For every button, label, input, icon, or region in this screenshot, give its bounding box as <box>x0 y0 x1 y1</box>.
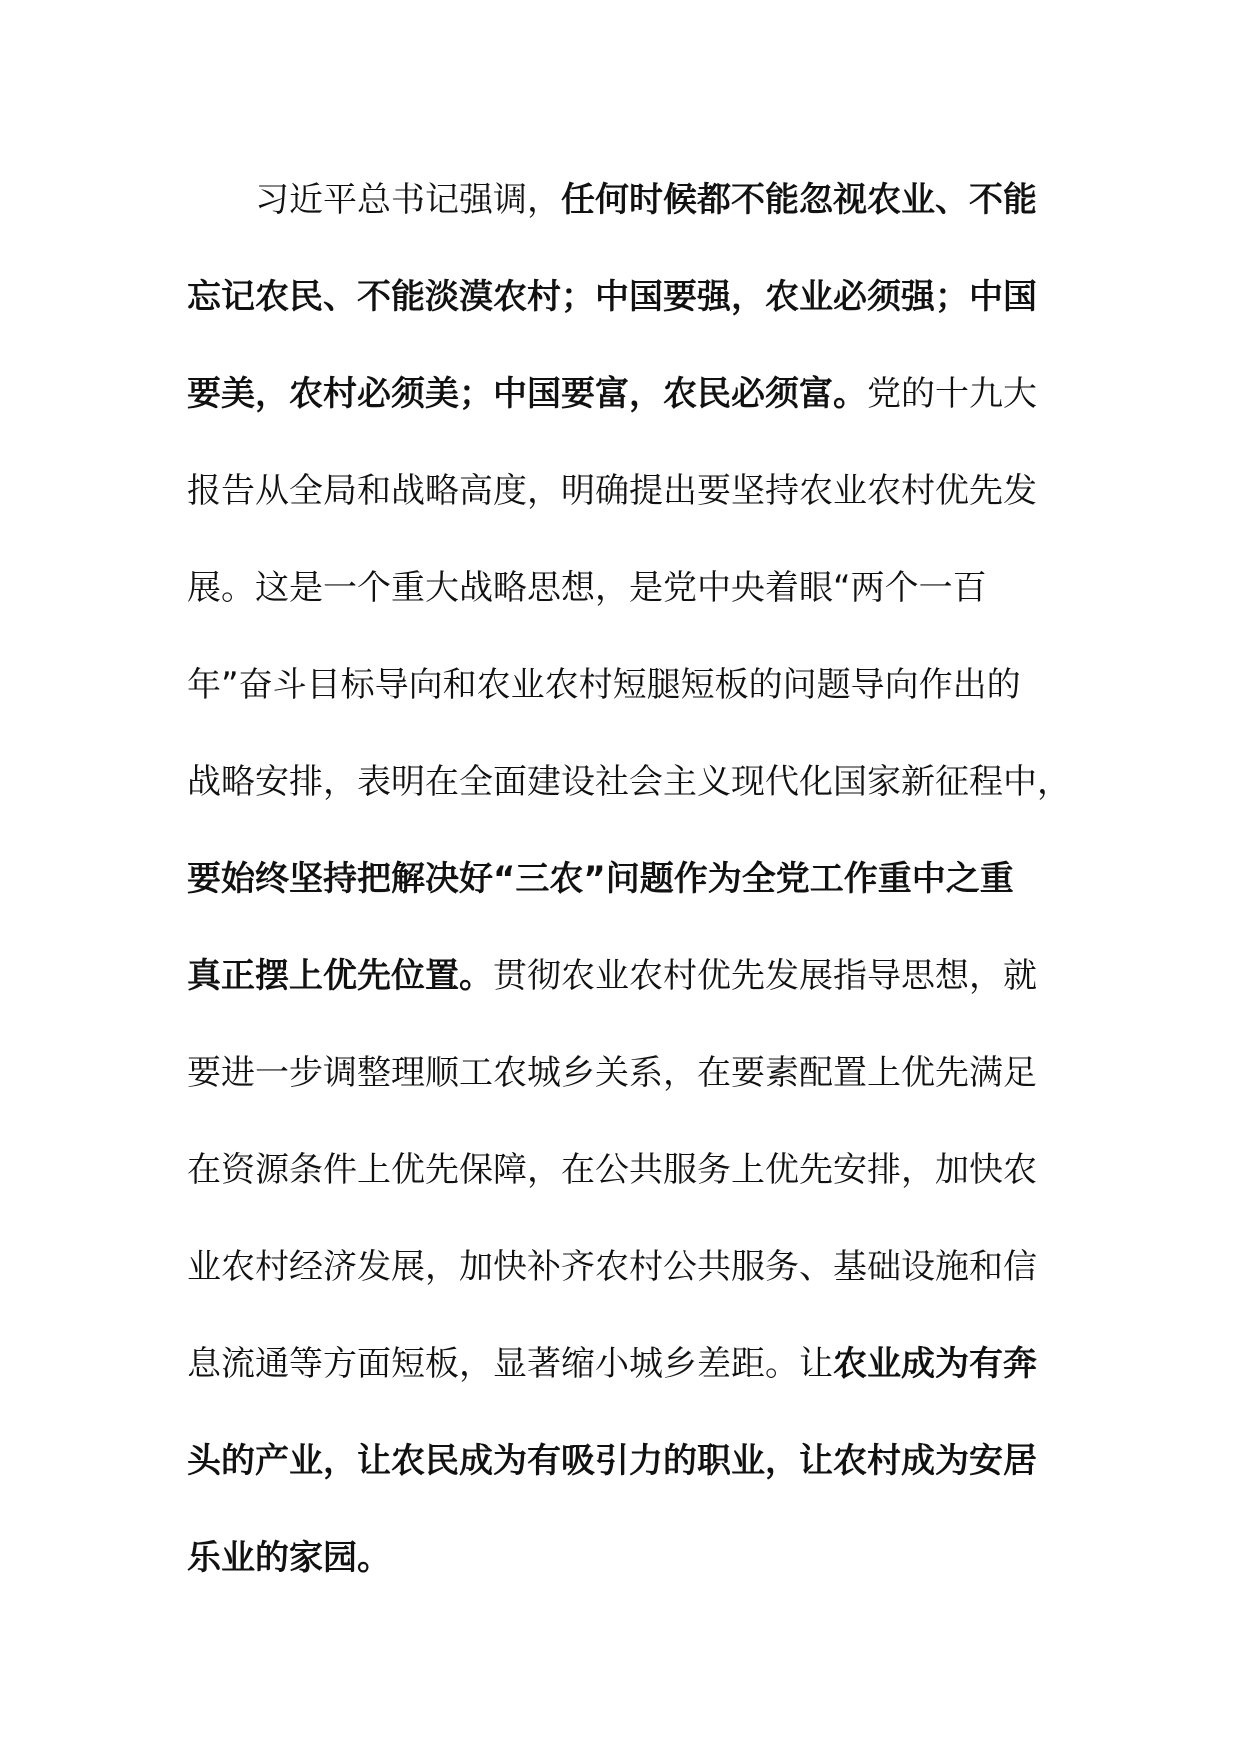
text-segment: 在资源条件上优先保障，在公共服务上优先安排，加快农 <box>187 1150 1037 1190</box>
bold-text-segment: 真正摆上优先位置。 <box>187 956 493 996</box>
text-segment: 习近平总书记强调， <box>187 180 561 220</box>
text-line <box>187 1231 1067 1328</box>
text-line <box>187 649 1067 746</box>
bold-text-segment: 忘记农民、不能淡漠农村；中国要强，农业必须强；中国 <box>187 277 1037 317</box>
text-line <box>187 1328 1067 1425</box>
text-line <box>187 552 1067 649</box>
text-line <box>187 1134 1067 1231</box>
text-segment: 报告从全局和战略高度，明确提出要坚持农业农村优先发 <box>187 471 1037 511</box>
bold-text-segment: 农业成为有奔 <box>833 1344 1037 1384</box>
text-line <box>187 940 1067 1037</box>
text-segment: 年”奋斗目标导向和农业农村短腿短板的问题导向作出的 <box>187 665 1021 705</box>
text-line <box>187 455 1067 552</box>
text-line <box>187 1037 1067 1134</box>
bold-text-segment: 任何时候都不能忽视农业、不能 <box>561 180 1037 220</box>
text-segment: 业农村经济发展，加快补齐农村公共服务、基础设施和信 <box>187 1247 1037 1287</box>
bold-text-segment: 乐业的家园。 <box>187 1538 391 1578</box>
text-segment: 贯彻农业农村优先发展指导思想，就 <box>493 956 1037 996</box>
text-segment: 息流通等方面短板，显著缩小城乡差距。让 <box>187 1344 833 1384</box>
text-segment: 要进一步调整理顺工农城乡关系，在要素配置上优先满足 <box>187 1053 1037 1093</box>
text-line <box>187 1522 1067 1619</box>
text-line <box>187 746 1071 843</box>
bold-text-segment: 要始终坚持把解决好“三农”问题作为全党工作重中之重 <box>187 859 1014 899</box>
paragraph <box>187 164 1071 1619</box>
text-line <box>187 1425 1067 1522</box>
text-line <box>187 358 1067 455</box>
bold-text-segment: 头的产业，让农民成为有吸引力的职业，让农村成为安居 <box>187 1441 1037 1481</box>
text-line <box>187 164 1067 261</box>
text-segment: 战略安排，表明在全面建设社会主义现代化国家新征程中， <box>187 762 1071 802</box>
bold-text-segment: 要美，农村必须美；中国要富，农民必须富。 <box>187 374 867 414</box>
text-segment: 展。这是一个重大战略思想，是党中央着眼“两个一百 <box>187 568 987 608</box>
text-line <box>187 261 1067 358</box>
text-segment: 党的十九大 <box>867 374 1037 414</box>
text-line <box>187 843 1067 940</box>
